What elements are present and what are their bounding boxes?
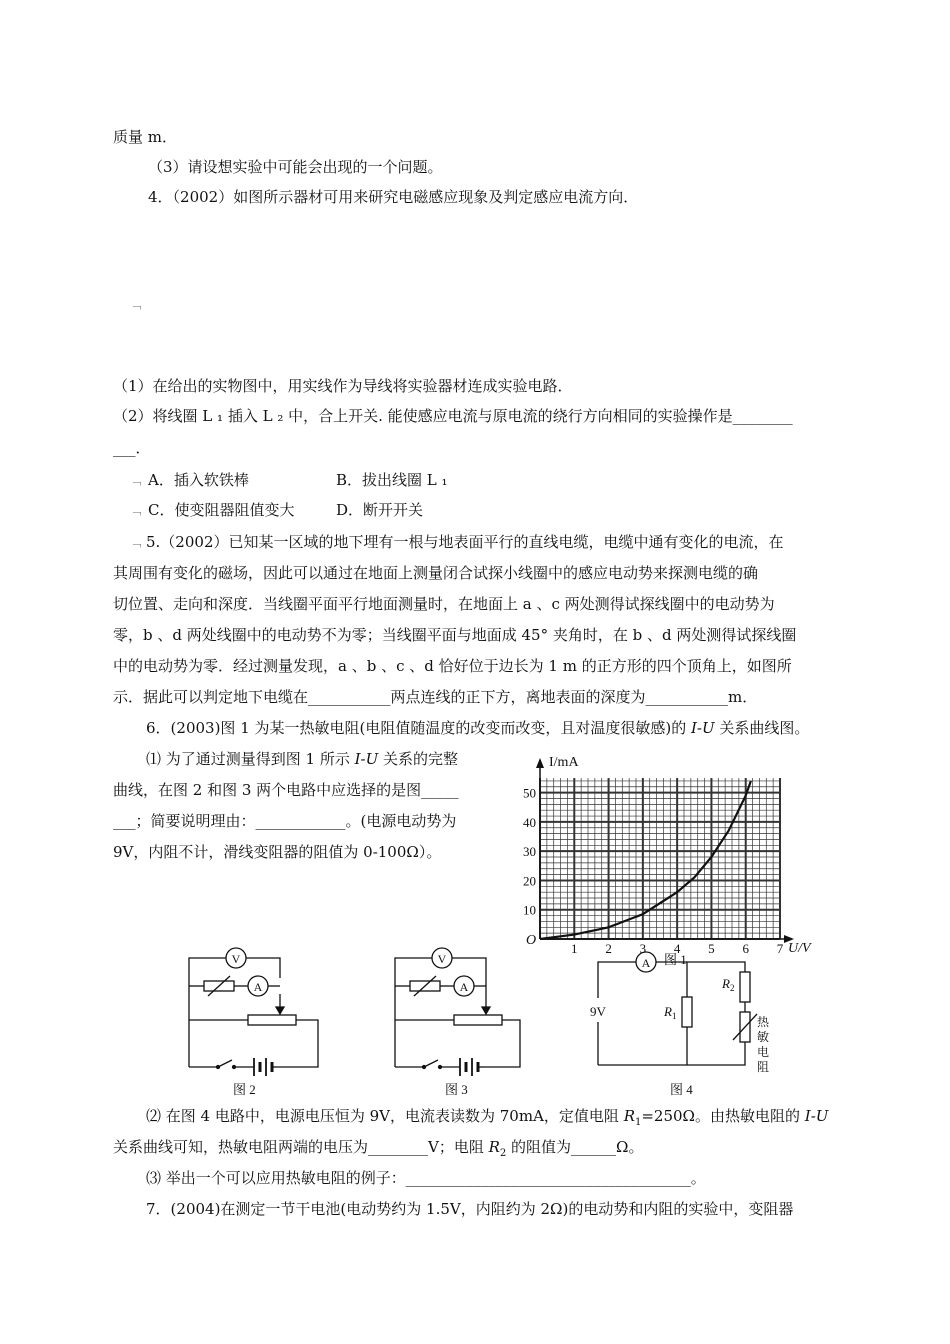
thermistor-label: 电 — [757, 1045, 770, 1059]
y-tick-label: 50 — [523, 785, 536, 801]
text-line: 4．（2002）如图所示器材可用来研究电磁感应现象及判定感应电流方向． — [148, 188, 639, 206]
text-line: 6．(2003)图 1 为某一热敏电阻(电阻值随温度的改变而改变，且对温度很敏感)的 I-U 关系曲线图。 — [146, 719, 810, 737]
ammeter-label: A — [641, 956, 651, 970]
battery-label: 9V — [590, 1004, 606, 1019]
x-tick-label: 1 — [571, 941, 578, 956]
x-tick-label: 6 — [742, 941, 749, 956]
x-tick-label: 4 — [673, 941, 681, 956]
y-tick-label: 10 — [523, 902, 536, 918]
y-axis-label: I/mA — [549, 755, 579, 770]
option-b: B．拔出线圈 L ₁ — [336, 471, 448, 489]
option-d: D．断开开关 — [336, 501, 424, 519]
circuit-figure-3 — [395, 948, 520, 1076]
figure-caption-4: 图 4 — [670, 1082, 693, 1097]
voltmeter-label: V — [437, 952, 447, 966]
figure-caption-3: 图 3 — [445, 1082, 468, 1097]
ammeter-label: A — [459, 980, 469, 994]
option-c: C．使变阻器阻值变大 — [148, 501, 295, 519]
circuit-figure-2 — [189, 948, 318, 1076]
text-line: 零，b 、d 两处线圈中的电动势不为零；当线圈平面与地面成 45° 夹角时，在 b 、d 两处测得试探线圈 — [113, 626, 797, 644]
option-a: A．插入软铁棒 — [148, 471, 249, 489]
voltmeter-label: V — [231, 952, 241, 966]
text-line: 中的电动势为零．经过测量发现，a 、b 、c 、d 恰好位于边长为 1 m 的正方形的四个顶角上，如图所 — [113, 657, 792, 675]
x-tick-label: 2 — [605, 941, 612, 956]
y-tick-label: 40 — [523, 814, 536, 830]
text-line: ___；简要说明理由：____________。(电源电动势为 — [113, 812, 457, 830]
x-tick-label: 7 — [776, 941, 784, 956]
origin-label: O — [526, 933, 537, 948]
thermistor-label: 热 — [757, 1015, 770, 1029]
circuit-figure-4 — [598, 952, 757, 1065]
text-line: 切位置、走向和深度．当线圈平面平行地面测量时，在地面上 a 、c 两处测得试探线圈中的电动势为 — [113, 595, 775, 613]
text-line: 其周围有变化的磁场，因此可以通过在地面上测量闭合试探小线圈中的感应电动势来探测电缆的确 — [113, 564, 759, 582]
text-line: 示．据此可以判定地下电缆在___________两点连线的正下方，离地表面的深度为___________m． — [113, 688, 758, 706]
text-line: 质量 m． — [113, 128, 177, 146]
y-tick-label: 30 — [523, 844, 536, 860]
x-tick-label: 3 — [639, 941, 647, 956]
resistor-r2 — [740, 972, 750, 1002]
resistor-r1 — [682, 997, 692, 1027]
anchor-mark: ﹁ — [130, 536, 141, 549]
text-line: 曲线，在图 2 和图 3 两个电路中应选择的是图_____ — [113, 781, 459, 799]
text-line: ⑶ 举出一个可以应用热敏电阻的例子：______________________________________。 — [146, 1169, 706, 1187]
text-line: ⑴ 为了通过测量得到图 1 所示 I-U 关系的完整 — [146, 750, 459, 768]
slide-rheostat — [454, 1015, 502, 1025]
ammeter-label: A — [253, 980, 263, 994]
x-axis-label: U/V — [788, 941, 811, 956]
text-line: （1）在给出的实物图中，用实线作为导线将实验器材连成实验电路． — [113, 377, 573, 395]
figure-caption-1: 图 1 — [664, 952, 687, 967]
text-line: 9V，内阻不计，滑线变阻器的阻值为 0-100Ω）。 — [113, 843, 442, 861]
text-line: 5.（2002）已知某一区域的地下埋有一根与地表面平行的直线电缆，电缆中通有变化的电流，在 — [146, 533, 784, 551]
y-tick-label: 20 — [523, 873, 536, 889]
anchor-mark: ﹁ — [130, 504, 141, 517]
text-line: 关系曲线可知，热敏电阻两端的电压为________V；电阻 $R_2$ 的阻值为______Ω。 — [113, 1138, 644, 1159]
text-line: （3）请设想实验中可能会出现的一个问题。 — [148, 158, 443, 176]
text-line: ⑵ 在图 4 电路中，电源电压恒为 9V，电流表读数为 70mA，定值电阻 $R_1=250\Omega$。由热敏电阻的 I-U — [146, 1107, 829, 1128]
r2-label: $R_2$ — [722, 976, 735, 993]
slide-rheostat — [248, 1015, 296, 1025]
thermistor-label: 敏 — [757, 1030, 770, 1044]
text-line: 7．(2004)在测定一节干电池(电动势约为 1.5V，内阻约为 2Ω)的电动势和内阻的实验中，变阻器 — [146, 1200, 794, 1218]
r1-label: $R_1$ — [664, 1004, 677, 1021]
figure-caption-2: 图 2 — [233, 1082, 256, 1097]
anchor-mark: ﹁ — [130, 474, 141, 487]
text-line: ___． — [113, 439, 151, 457]
text-line: （2）将线圈 L ₁ 插入 L ₂ 中，合上开关. 能使感应电流与原电流的绕行方向相同的实验操作是________ — [113, 407, 793, 425]
x-tick-label: 5 — [708, 941, 715, 956]
anchor-mark: ﹁ — [130, 298, 141, 311]
thermistor-label: 阻 — [757, 1060, 770, 1074]
